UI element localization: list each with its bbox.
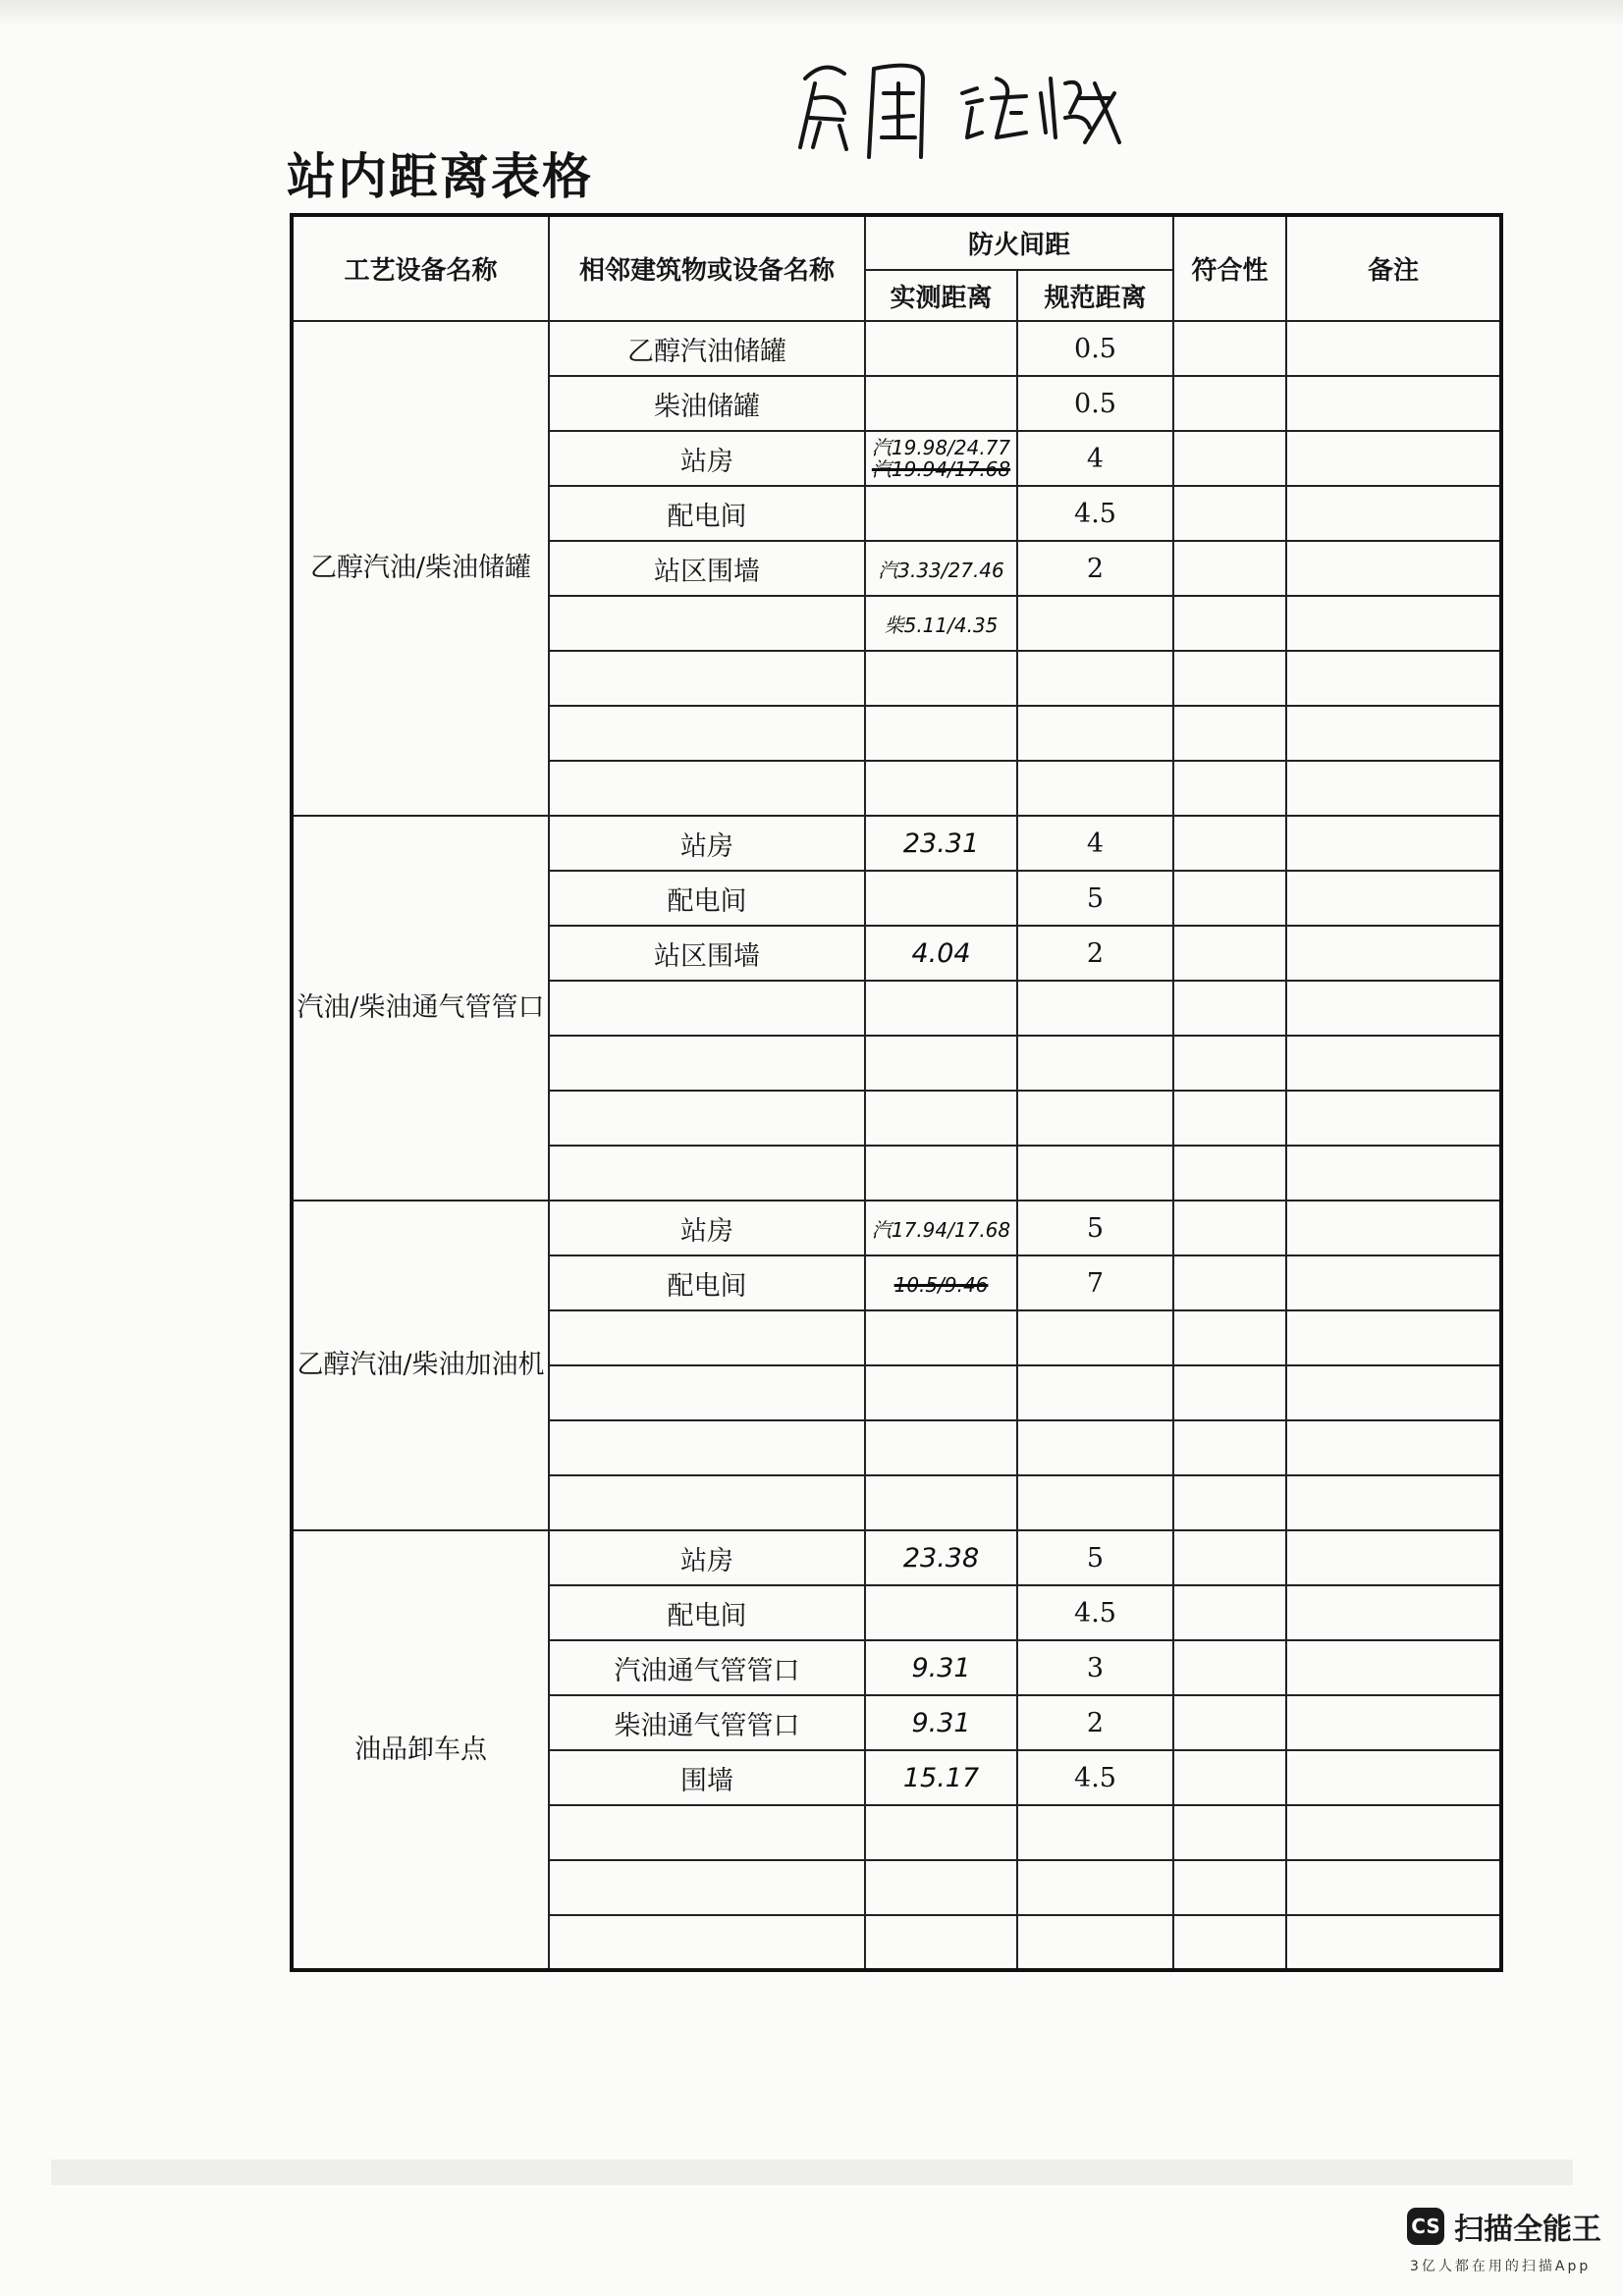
header-fire-distance: 防火间距 bbox=[865, 215, 1173, 270]
adjacent-name bbox=[549, 1036, 865, 1091]
adjacent-name: 围墙 bbox=[549, 1750, 865, 1805]
adjacent-name: 配电间 bbox=[549, 1585, 865, 1640]
standard-distance bbox=[1017, 1475, 1173, 1530]
compliance-cell bbox=[1173, 321, 1286, 376]
adjacent-name: 配电间 bbox=[549, 486, 865, 541]
remarks-cell bbox=[1286, 1091, 1501, 1146]
measured-distance bbox=[865, 321, 1017, 376]
standard-distance bbox=[1017, 981, 1173, 1036]
remarks-cell bbox=[1286, 1640, 1501, 1695]
standard-distance bbox=[1017, 1036, 1173, 1091]
adjacent-name: 柴油通气管管口 bbox=[549, 1695, 865, 1750]
measured-distance bbox=[865, 1420, 1017, 1475]
compliance-cell bbox=[1173, 1310, 1286, 1365]
compliance-cell bbox=[1173, 926, 1286, 981]
compliance-cell bbox=[1173, 871, 1286, 926]
compliance-cell bbox=[1173, 1365, 1286, 1420]
remarks-cell bbox=[1286, 1585, 1501, 1640]
compliance-cell bbox=[1173, 1091, 1286, 1146]
remarks-cell bbox=[1286, 1750, 1501, 1805]
remarks-cell bbox=[1286, 321, 1501, 376]
remarks-cell bbox=[1286, 1915, 1501, 1970]
header-equipment: 工艺设备名称 bbox=[292, 215, 549, 321]
adjacent-name: 站房 bbox=[549, 431, 865, 486]
compliance-cell bbox=[1173, 816, 1286, 871]
remarks-cell bbox=[1286, 1860, 1501, 1915]
compliance-cell bbox=[1173, 1420, 1286, 1475]
header-compliance: 符合性 bbox=[1173, 215, 1286, 321]
remarks-cell bbox=[1286, 816, 1501, 871]
standard-distance: 5 bbox=[1017, 1530, 1173, 1585]
remarks-cell bbox=[1286, 981, 1501, 1036]
compliance-cell bbox=[1173, 1530, 1286, 1585]
standard-distance bbox=[1017, 1310, 1173, 1365]
compliance-cell bbox=[1173, 651, 1286, 706]
compliance-cell bbox=[1173, 1146, 1286, 1201]
compliance-cell bbox=[1173, 431, 1286, 486]
compliance-cell bbox=[1173, 1255, 1286, 1310]
adjacent-name bbox=[549, 761, 865, 816]
adjacent-name: 乙醇汽油储罐 bbox=[549, 321, 865, 376]
compliance-cell bbox=[1173, 1036, 1286, 1091]
measured-distance bbox=[865, 1091, 1017, 1146]
standard-distance bbox=[1017, 1146, 1173, 1201]
remarks-cell bbox=[1286, 1036, 1501, 1091]
compliance-cell bbox=[1173, 1805, 1286, 1860]
compliance-cell bbox=[1173, 1640, 1286, 1695]
adjacent-name: 站区围墙 bbox=[549, 926, 865, 981]
equipment-name: 汽油/柴油通气管管口 bbox=[292, 816, 549, 1201]
adjacent-name bbox=[549, 651, 865, 706]
app-name: 扫描全能王 bbox=[1454, 2213, 1601, 2247]
standard-distance: 2 bbox=[1017, 1695, 1173, 1750]
adjacent-name: 站区围墙 bbox=[549, 541, 865, 596]
adjacent-name bbox=[549, 1310, 865, 1365]
remarks-cell bbox=[1286, 1365, 1501, 1420]
remarks-cell bbox=[1286, 871, 1501, 926]
table-row bbox=[292, 321, 1501, 376]
remarks-cell bbox=[1286, 1530, 1501, 1585]
remarks-cell bbox=[1286, 1805, 1501, 1860]
header-standard: 规范距离 bbox=[1017, 270, 1173, 321]
adjacent-name bbox=[549, 1146, 865, 1201]
measured-distance-cell bbox=[865, 596, 1017, 651]
measured-distance-cell bbox=[865, 1255, 1017, 1310]
camscanner-logo bbox=[1407, 2205, 1601, 2248]
adjacent-name: 站房 bbox=[549, 1530, 865, 1585]
standard-distance bbox=[1017, 706, 1173, 761]
remarks-cell bbox=[1286, 1255, 1501, 1310]
standard-distance: 4 bbox=[1017, 816, 1173, 871]
adjacent-name: 柴油储罐 bbox=[549, 376, 865, 431]
measured-distance bbox=[865, 1805, 1017, 1860]
adjacent-name bbox=[549, 981, 865, 1036]
compliance-cell bbox=[1173, 596, 1286, 651]
adjacent-name: 配电间 bbox=[549, 871, 865, 926]
measured-distance-cell bbox=[865, 541, 1017, 596]
standard-distance bbox=[1017, 1805, 1173, 1860]
remarks-cell bbox=[1286, 431, 1501, 486]
header-measured: 实测距离 bbox=[865, 270, 1017, 321]
standard-distance: 5 bbox=[1017, 1201, 1173, 1255]
compliance-cell bbox=[1173, 1201, 1286, 1255]
remarks-cell bbox=[1286, 596, 1501, 651]
measured-distance bbox=[865, 981, 1017, 1036]
standard-distance: 7 bbox=[1017, 1255, 1173, 1310]
remarks-cell bbox=[1286, 1420, 1501, 1475]
standard-distance bbox=[1017, 1091, 1173, 1146]
remarks-cell bbox=[1286, 651, 1501, 706]
table-row bbox=[292, 1201, 1501, 1255]
compliance-cell bbox=[1173, 1750, 1286, 1805]
measured-distance bbox=[865, 1915, 1017, 1970]
page-title: 站内距离表格 bbox=[287, 148, 593, 205]
standard-distance bbox=[1017, 1420, 1173, 1475]
remarks-cell bbox=[1286, 486, 1501, 541]
equipment-name: 乙醇汽油/柴油储罐 bbox=[292, 321, 549, 816]
table-row bbox=[292, 1530, 1501, 1585]
remarks-cell bbox=[1286, 1146, 1501, 1201]
remarks-cell bbox=[1286, 1310, 1501, 1365]
equipment-name: 油品卸车点 bbox=[292, 1530, 549, 1970]
header-adjacent: 相邻建筑物或设备名称 bbox=[549, 215, 865, 321]
compliance-cell bbox=[1173, 761, 1286, 816]
compliance-cell bbox=[1173, 981, 1286, 1036]
standard-distance: 0.5 bbox=[1017, 376, 1173, 431]
measured-distance-cell bbox=[865, 1201, 1017, 1255]
remarks-cell bbox=[1286, 1475, 1501, 1530]
measured-distance bbox=[865, 486, 1017, 541]
handwritten-measured: 汽17.94/17.68 bbox=[871, 1217, 1011, 1242]
remarks-cell bbox=[1286, 706, 1501, 761]
handwritten-signature bbox=[785, 39, 1139, 167]
scan-edge-bottom bbox=[51, 2160, 1573, 2185]
compliance-cell bbox=[1173, 1915, 1286, 1970]
measured-distance bbox=[865, 871, 1017, 926]
adjacent-name bbox=[549, 1091, 865, 1146]
standard-distance: 4.5 bbox=[1017, 1750, 1173, 1805]
standard-distance: 5 bbox=[1017, 871, 1173, 926]
standard-distance: 4 bbox=[1017, 431, 1173, 486]
measured-distance: 4.04 bbox=[865, 926, 1017, 981]
measured-distance bbox=[865, 1475, 1017, 1530]
adjacent-name: 汽油通气管管口 bbox=[549, 1640, 865, 1695]
compliance-cell bbox=[1173, 1695, 1286, 1750]
adjacent-name bbox=[549, 1475, 865, 1530]
distance-table bbox=[290, 213, 1503, 1972]
scan-edge-top bbox=[0, 0, 1623, 27]
measured-distance: 9.31 bbox=[865, 1640, 1017, 1695]
compliance-cell bbox=[1173, 541, 1286, 596]
standard-distance: 4.5 bbox=[1017, 1585, 1173, 1640]
standard-distance: 0.5 bbox=[1017, 321, 1173, 376]
equipment-name: 乙醇汽油/柴油加油机 bbox=[292, 1201, 549, 1530]
measured-distance bbox=[865, 1036, 1017, 1091]
compliance-cell bbox=[1173, 486, 1286, 541]
compliance-cell bbox=[1173, 1585, 1286, 1640]
standard-distance bbox=[1017, 1915, 1173, 1970]
struck-measured: 10.5/9.46 bbox=[893, 1272, 989, 1297]
remarks-cell bbox=[1286, 541, 1501, 596]
standard-distance bbox=[1017, 1365, 1173, 1420]
measured-distance bbox=[865, 1310, 1017, 1365]
app-slogan: 3亿人都在用的扫描App bbox=[1410, 2259, 1592, 2274]
table-row bbox=[292, 816, 1501, 871]
measured-distance: 15.17 bbox=[865, 1750, 1017, 1805]
standard-distance bbox=[1017, 651, 1173, 706]
measured-distance bbox=[865, 1365, 1017, 1420]
measured-distance bbox=[865, 651, 1017, 706]
remarks-cell bbox=[1286, 1201, 1501, 1255]
adjacent-name bbox=[549, 706, 865, 761]
measured-distance bbox=[865, 761, 1017, 816]
measured-distance: 23.38 bbox=[865, 1530, 1017, 1585]
measured-distance: 23.31 bbox=[865, 816, 1017, 871]
standard-distance: 3 bbox=[1017, 1640, 1173, 1695]
measured-distance bbox=[865, 376, 1017, 431]
adjacent-name bbox=[549, 1860, 865, 1915]
adjacent-name: 配电间 bbox=[549, 1255, 865, 1310]
compliance-cell bbox=[1173, 376, 1286, 431]
remarks-cell bbox=[1286, 376, 1501, 431]
handwritten-measured: 汽19.98/24.77 bbox=[871, 436, 1011, 459]
standard-distance: 2 bbox=[1017, 926, 1173, 981]
header-remarks: 备注 bbox=[1286, 215, 1501, 321]
struck-measured: 汽19.94/17.68 bbox=[871, 457, 1011, 481]
adjacent-name bbox=[549, 1805, 865, 1860]
compliance-cell bbox=[1173, 1475, 1286, 1530]
remarks-cell bbox=[1286, 1695, 1501, 1750]
adjacent-name: 站房 bbox=[549, 1201, 865, 1255]
remarks-cell bbox=[1286, 926, 1501, 981]
handwritten-measured: 汽3.33/27.46 bbox=[878, 558, 1004, 582]
remarks-cell bbox=[1286, 761, 1501, 816]
measured-distance-cell bbox=[865, 431, 1017, 486]
standard-distance: 4.5 bbox=[1017, 486, 1173, 541]
adjacent-name bbox=[549, 1915, 865, 1970]
compliance-cell bbox=[1173, 1860, 1286, 1915]
adjacent-name bbox=[549, 596, 865, 651]
adjacent-name bbox=[549, 1420, 865, 1475]
measured-distance bbox=[865, 1860, 1017, 1915]
standard-distance bbox=[1017, 1860, 1173, 1915]
handwritten-measured: 柴5.11/4.35 bbox=[884, 613, 999, 637]
standard-distance: 2 bbox=[1017, 541, 1173, 596]
measured-distance bbox=[865, 706, 1017, 761]
camscanner-icon: CS bbox=[1407, 2208, 1444, 2245]
adjacent-name: 站房 bbox=[549, 816, 865, 871]
measured-distance bbox=[865, 1146, 1017, 1201]
standard-distance bbox=[1017, 596, 1173, 651]
compliance-cell bbox=[1173, 706, 1286, 761]
standard-distance bbox=[1017, 761, 1173, 816]
adjacent-name bbox=[549, 1365, 865, 1420]
measured-distance bbox=[865, 1585, 1017, 1640]
measured-distance: 9.31 bbox=[865, 1695, 1017, 1750]
